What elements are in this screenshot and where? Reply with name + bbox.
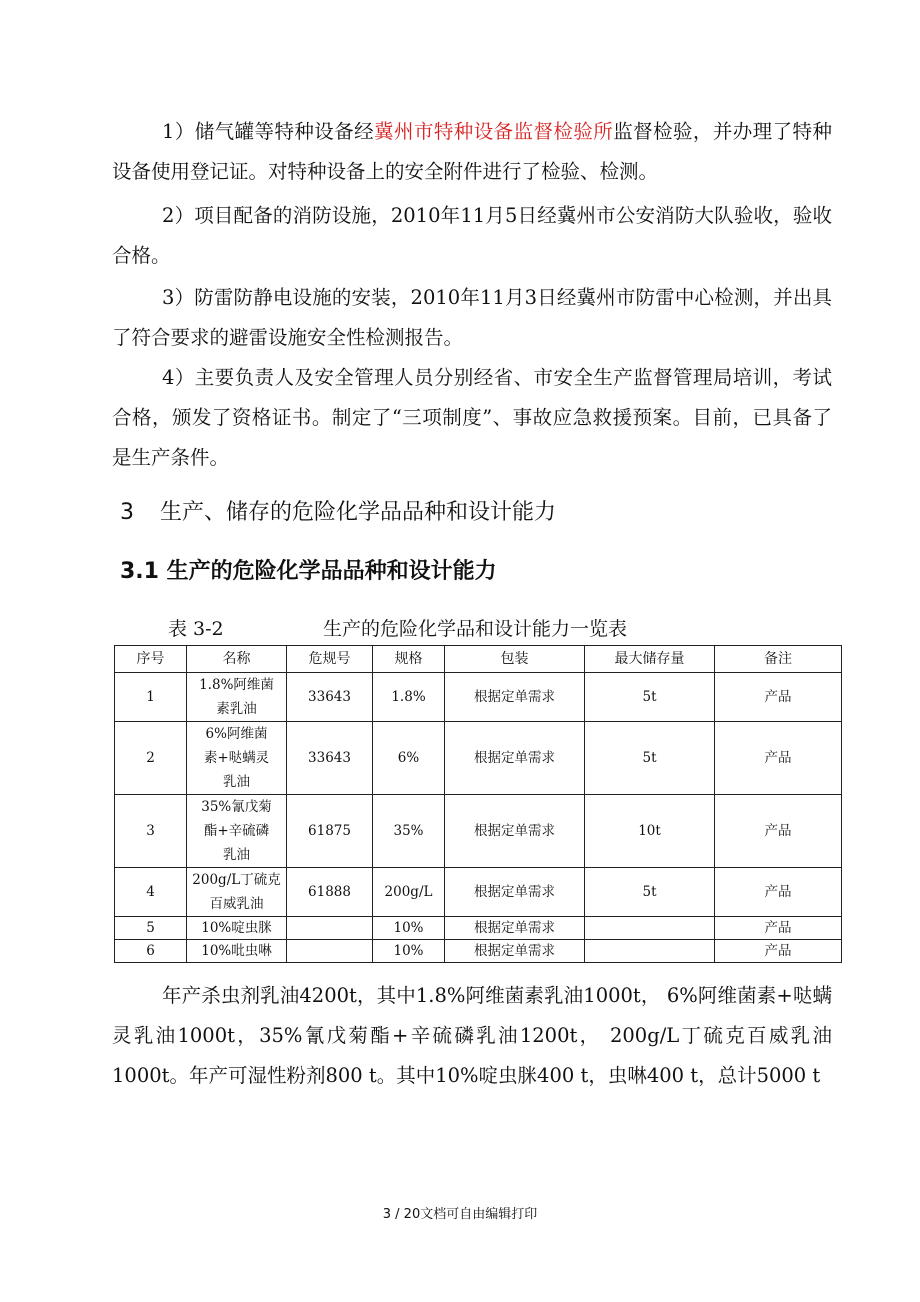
table-cell: 1.8% (373, 673, 445, 722)
table-cell: 产品 (715, 940, 842, 963)
table-cell: 6% (373, 722, 445, 795)
table-cell: 35% (373, 795, 445, 868)
table-cell: 61875 (287, 795, 373, 868)
header-cell: 危规号 (287, 646, 373, 673)
table-cell (585, 917, 715, 940)
page-footer: 3 / 20文档可自由编辑打印 (382, 1207, 538, 1222)
table-row (115, 868, 842, 917)
table-cell: 5 (115, 917, 187, 940)
table-cell: 1.8%阿维菌素乳油 (187, 673, 287, 722)
header-cell: 备注 (715, 646, 842, 673)
paragraph-annual-production: 年产杀虫剂乳油4200t，其中1.8%阿维菌素乳油1000t， 6%阿维菌素+哒螨灵乳油1000t，35%氰戊菊酯+辛硫磷乳油1200t， 200g/L丁硫克百威乳油1000t。年产可湿性粉剂800 t。其中10%啶虫脒400 t，虫啉400 t，总计5000 t (112, 984, 832, 1087)
header-cell: 序号 (115, 646, 187, 673)
section-heading (120, 498, 556, 528)
table-cell: 5t (585, 868, 715, 917)
paragraph-training: 4）主要负责人及安全管理人员分别经省、市安全生产监督管理局培训，考试合格，颁发了资格证书。制定了“三项制度”、事故应急救援预案。目前，已具备了是生产条件。 (112, 366, 832, 469)
table-row (115, 940, 842, 963)
subsection-heading: 3.1 生产的危险化学品品种和设计能力 (120, 559, 497, 584)
table-title: 生产的危险化学品和设计能力一览表 (323, 618, 628, 640)
table-cell: 2 (115, 722, 187, 795)
table-cell: 10%啶虫脒 (187, 917, 287, 940)
highlighted-organization: 冀州市特种设备监督检验所 (374, 120, 614, 143)
table-row (115, 722, 842, 795)
table-cell (287, 917, 373, 940)
table-cell: 根据定单需求 (445, 940, 585, 963)
table-number: 表 3-2 (168, 618, 224, 640)
table-cell: 根据定单需求 (445, 673, 585, 722)
table-cell (585, 940, 715, 963)
paragraph-text: 1）储气罐等特种设备经 (162, 120, 375, 143)
table-cell: 产品 (715, 795, 842, 868)
table-cell: 产品 (715, 673, 842, 722)
table-cell: 根据定单需求 (445, 917, 585, 940)
header-cell: 名称 (187, 646, 287, 673)
table-cell: 5t (585, 722, 715, 795)
paragraph-lightning-protection: 3）防雷防静电设施的安装，2010年11月3日经冀州市防雷中心检测，并出具了符合要求的避雷设施安全性检测报告。 (112, 286, 832, 349)
table-cell: 根据定单需求 (445, 722, 585, 795)
table-cell: 3 (115, 795, 187, 868)
paragraph-text: 监督检验，并办理了特种设备使用登记证。对特种设备上的安全附件进行了检验、检测。 (112, 120, 832, 183)
header-cell: 包装 (445, 646, 585, 673)
table-cell: 1 (115, 673, 187, 722)
table-cell: 33643 (287, 722, 373, 795)
table-cell: 产品 (715, 917, 842, 940)
table-cell (287, 940, 373, 963)
table-cell: 200g/L丁硫克百威乳油 (187, 868, 287, 917)
section-title: 生产、储存的危险化学品品种和设计能力 (160, 500, 557, 525)
table-cell: 10% (373, 917, 445, 940)
table-cell: 根据定单需求 (445, 868, 585, 917)
table-cell: 6 (115, 940, 187, 963)
table-row (115, 673, 842, 722)
table-cell: 10t (585, 795, 715, 868)
table-cell: 200g/L (373, 868, 445, 917)
table-cell: 4 (115, 868, 187, 917)
table-cell: 61888 (287, 868, 373, 917)
paragraph-fire-facilities: 2）项目配备的消防设施，2010年11月5日经冀州市公安消防大队验收，验收合格。 (112, 204, 832, 267)
table-row (115, 917, 842, 940)
table-row (115, 795, 842, 868)
chemicals-table (114, 645, 842, 963)
table-header-row (115, 646, 842, 673)
section-number: 3 (120, 500, 134, 525)
header-cell: 最大储存量 (585, 646, 715, 673)
table-cell: 5t (585, 673, 715, 722)
table-cell: 35%氰戊菊酯+辛硫磷乳油 (187, 795, 287, 868)
table-cell: 6%阿维菌素+哒螨灵乳油 (187, 722, 287, 795)
table-cell: 33643 (287, 673, 373, 722)
header-cell: 规格 (373, 646, 445, 673)
table-cell: 产品 (715, 722, 842, 795)
table-cell: 10%吡虫啉 (187, 940, 287, 963)
paragraph-special-equipment (112, 112, 832, 192)
table-cell: 10% (373, 940, 445, 963)
table-cell: 根据定单需求 (445, 795, 585, 868)
table-caption (168, 616, 688, 642)
table-cell: 产品 (715, 868, 842, 917)
